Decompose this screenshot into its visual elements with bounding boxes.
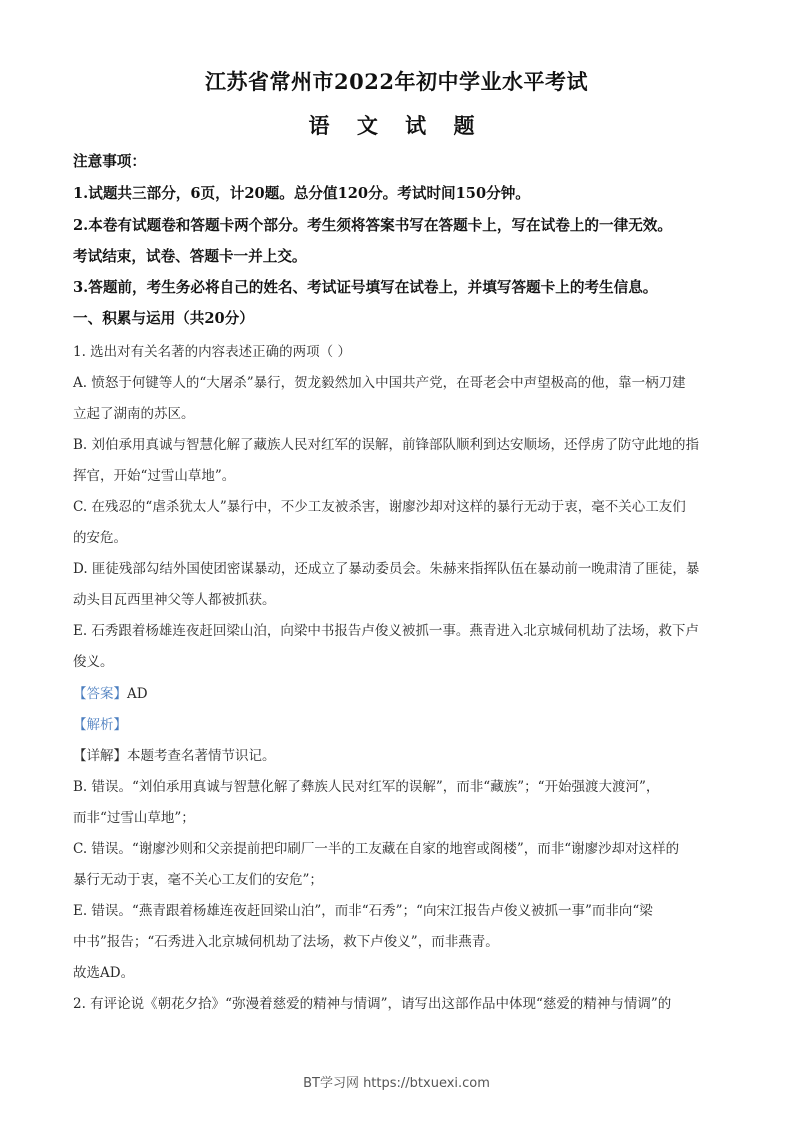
option-b-line-1: B. 刘伯承用真诚与智慧化解了藏族人民对红军的误解，前锋部队顺利到达安顺场，还俘虏了防守此地的指 <box>73 437 700 453</box>
option-e-line-2: 俊义。 <box>73 654 114 670</box>
option-a-line-2: 立起了湖南的苏区。 <box>73 406 195 422</box>
answer-value: AD <box>127 686 148 702</box>
detail-line-4: C. 错误。“谢廖沙则和父亲提前把印刷厂一半的工友藏在自家的地窖或阁楼”，而非“谢廖沙却对这样的 <box>73 841 680 857</box>
notice-item-2: 2.本卷有试题卷和答题卡两个部分。考生须将答案书写在答题卡上，写在试卷上的一律无效。 <box>73 217 672 234</box>
option-b-line-2: 挥官，开始“过雪山草地”。 <box>73 468 236 484</box>
section-heading: 一、积累与运用（共20分） <box>73 310 254 327</box>
notice-item-2-cont: 考试结束，试卷、答题卡一并上交。 <box>73 248 307 265</box>
option-d-line-1: D. 匪徒残部勾结外国使团密谋暴动，还成立了暴动委员会。朱赫来指挥队伍在暴动前一晚肃清了匪徒，暴 <box>73 561 700 577</box>
option-e-line-1: E. 石秀跟着杨雄连夜赶回梁山泊，向梁中书报告卢俊义被抓一事。燕青进入北京城伺机劫了法场，救下卢 <box>73 623 699 639</box>
detail-line-8: 故选AD。 <box>73 965 135 981</box>
detail-line-3: 而非“过雪山草地”； <box>73 810 195 826</box>
option-a-line-1: A. 愤怒于何键等人的“大屠杀”暴行，贺龙毅然加入中国共产党，在哥老会中声望极高的他，靠一柄刀建 <box>73 375 686 391</box>
detail-line-6: E. 错误。“燕青跟着杨雄连夜赶回梁山泊”，而非“石秀”；“向宋江报告卢俊义被抓一事”而非向“梁 <box>73 903 653 919</box>
watermark-footer: BT学习网 https://btxuexi.com <box>303 1076 490 1091</box>
detail-line-1: 【详解】本题考查名著情节识记。 <box>73 748 276 764</box>
page-title: 江苏省常州市2022年初中学业水平考试 <box>205 69 588 94</box>
detail-line-5: 暴行无动于衷，毫不关心工友们的安危”； <box>73 872 323 888</box>
question-2-stem: 2. 有评论说《朝花夕拾》“弥漫着慈爱的精神与情调”，请写出这部作品中体现“慈爱的精神与情调”的 <box>73 996 672 1012</box>
option-c-line-2: 的安危。 <box>73 530 127 546</box>
option-d-line-2: 动头目瓦西里神父等人都被抓获。 <box>73 592 276 608</box>
answer-label: 【答案】 <box>73 686 127 702</box>
page-subtitle: 语 文 试 题 <box>308 113 485 138</box>
detail-line-2: B. 错误。“刘伯承用真诚与智慧化解了彝族人民对红军的误解”，而非“藏族”；“开始强渡大渡河”， <box>73 779 660 795</box>
answer-row <box>73 682 733 702</box>
option-c-line-1: C. 在残忍的“虐杀犹太人”暴行中，不少工友被杀害，谢廖沙却对这样的暴行无动于衷，毫不关心工友们 <box>73 499 686 515</box>
question-1-stem: 1. 选出对有关名著的内容表述正确的两项（ ） <box>73 344 351 360</box>
notice-item-3: 3.答题前，考生务必将自己的姓名、考试证号填写在试卷上，并填写答题卡上的考生信息。 <box>73 279 658 296</box>
analysis-label: 【解析】 <box>73 717 127 733</box>
detail-line-7: 中书”报告；“石秀进入北京城伺机劫了法场，救下卢俊义”，而非燕青。 <box>73 934 499 950</box>
notice-item-1: 1.试题共三部分，6页，计20题。总分值120分。考试时间150分钟。 <box>73 185 530 202</box>
notice-heading: 注意事项： <box>73 153 146 170</box>
